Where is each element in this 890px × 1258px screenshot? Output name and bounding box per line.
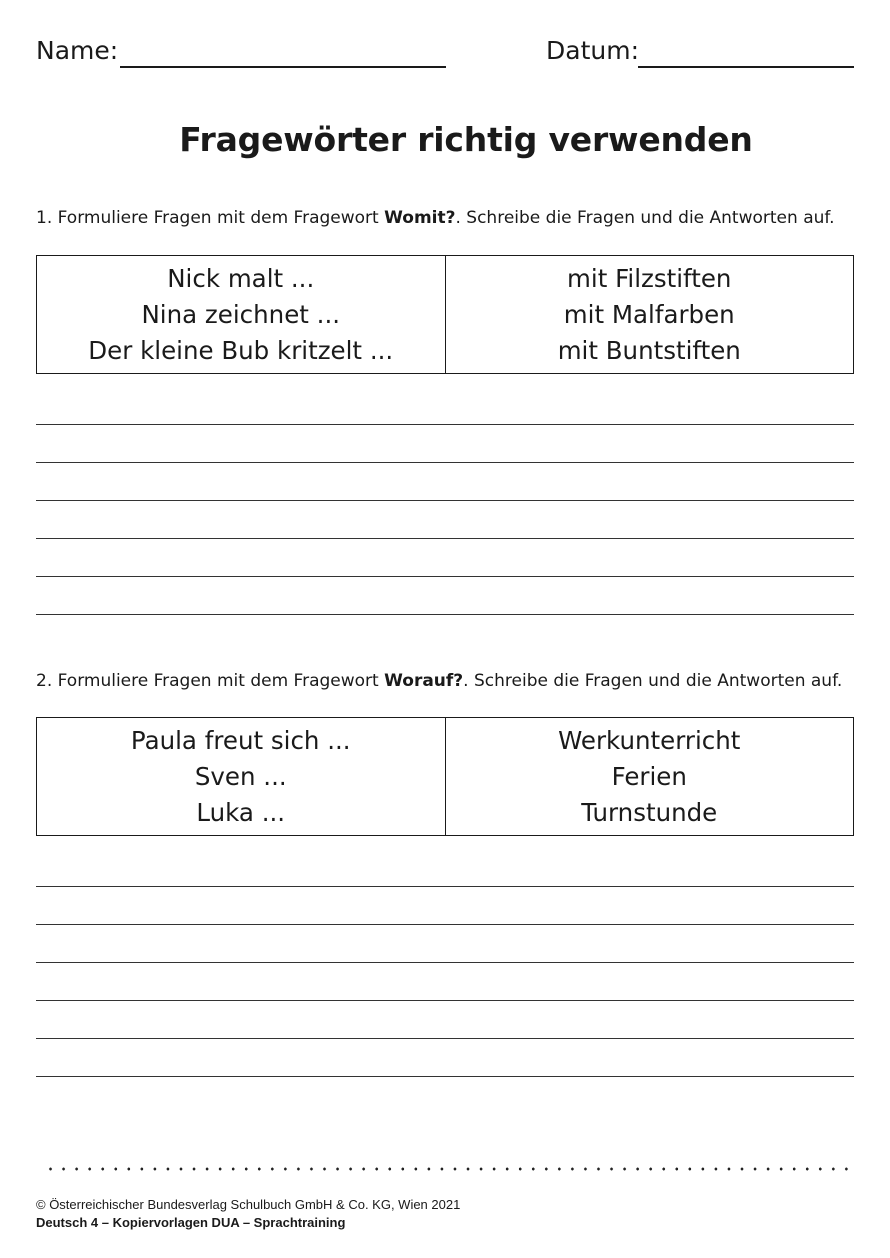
page-title: Fragewörter richtig verwenden (179, 120, 753, 159)
task-2-answer: Werkunterricht (558, 725, 741, 755)
task-1-prefix: 1. Formuliere Fragen mit dem Fragewort (36, 208, 385, 228)
task-2-subject: Luka ... (196, 797, 286, 827)
task-2-word-box (36, 717, 854, 836)
writing-line[interactable] (36, 538, 854, 539)
task-2-suffix: . Schreibe die Fragen und die Antworten auf. (463, 671, 843, 691)
task-1-answer: mit Filzstiften (567, 263, 732, 293)
task-1-subject: Nick malt ... (167, 263, 315, 293)
name-label: Name: (36, 36, 119, 65)
task-1-answer: mit Malfarben (563, 299, 735, 329)
task-1-subject: Der kleine Bub kritzelt ... (88, 335, 394, 365)
task-1-instruction (36, 208, 835, 228)
date-field-line[interactable] (638, 66, 854, 68)
writing-line[interactable] (36, 1076, 854, 1077)
writing-line[interactable] (36, 924, 854, 925)
task-2-subject: Paula freut sich ... (130, 725, 351, 755)
task-1-subjects (37, 256, 446, 373)
task-1-answer: mit Buntstiften (557, 335, 741, 365)
task-1-question-word: Womit? (384, 208, 456, 228)
writing-line[interactable] (36, 462, 854, 463)
writing-line[interactable] (36, 500, 854, 501)
task-2-subject: Sven ... (194, 761, 287, 791)
task-2-subjects (37, 718, 446, 835)
writing-line[interactable] (36, 576, 854, 577)
date-label: Datum: (546, 36, 639, 65)
task-2-question-word: Worauf? (384, 671, 464, 691)
task-1-word-box (36, 255, 854, 374)
writing-line[interactable] (36, 424, 854, 425)
writing-line[interactable] (36, 1038, 854, 1039)
name-field-line[interactable] (120, 66, 446, 68)
task-2-answer: Turnstunde (581, 797, 718, 827)
footer-copyright: © Österreichischer Bundesverlag Schulbuch GmbH & Co. KG, Wien 2021 (36, 1197, 461, 1212)
footer-series: Deutsch 4 – Kopiervorlagen DUA – Sprachtraining (36, 1215, 346, 1230)
task-2-prefix: 2. Formuliere Fragen mit dem Fragewort (36, 671, 385, 691)
dotted-divider (44, 1166, 854, 1172)
task-1-suffix: . Schreibe die Fragen und die Antworten auf. (455, 208, 835, 228)
writing-line[interactable] (36, 614, 854, 615)
task-2-answer: Ferien (611, 761, 687, 791)
task-2-instruction (36, 671, 842, 691)
task-2-answers (446, 718, 854, 835)
writing-line[interactable] (36, 1000, 854, 1001)
writing-line[interactable] (36, 886, 854, 887)
task-1-answers (446, 256, 854, 373)
task-1-subject: Nina zeichnet ... (141, 299, 341, 329)
writing-line[interactable] (36, 962, 854, 963)
